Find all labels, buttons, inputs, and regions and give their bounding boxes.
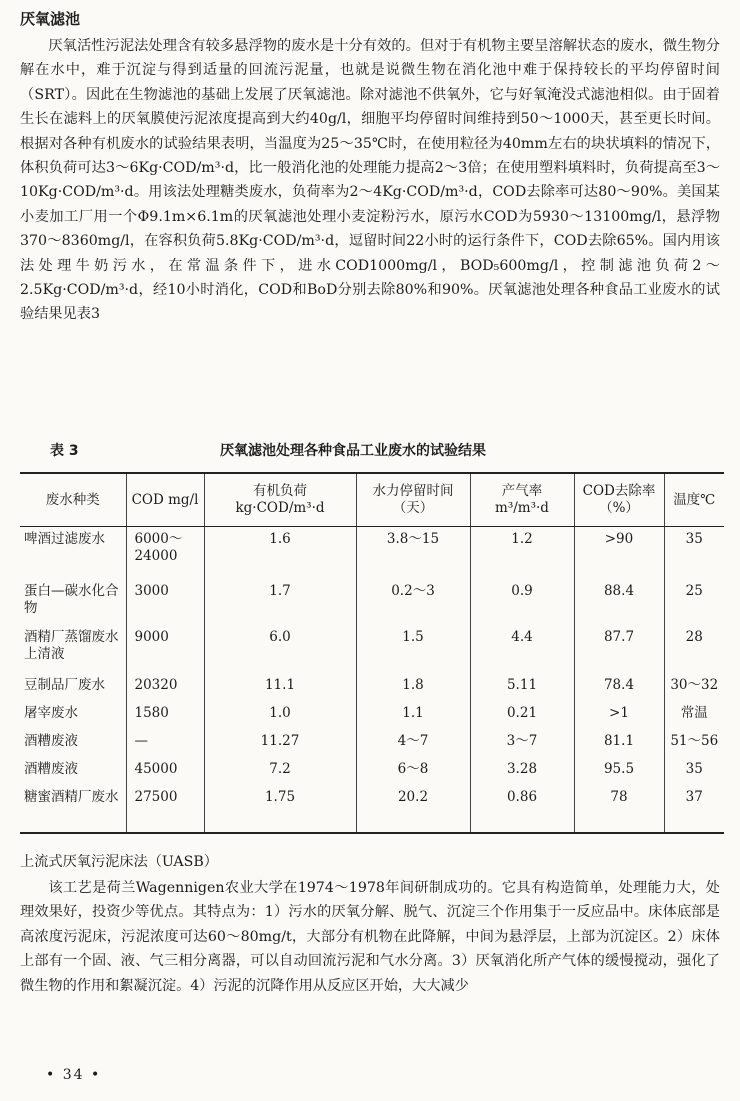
cell-temp: 51～56 <box>664 729 724 757</box>
section-paragraph-uasb: 该工艺是荷兰Wagennigen农业大学在1974～1978年间研制成功的。它具有构造简单，处理能力大，处理效果好，投资少等优点。其特点为：1）污水的厌氧分解、脱气、沉淀三个作用集于一反应品中。床体底部是高浓度污泥床，污泥浓度可达60～80mg/t，大部分有机物在此降解，中间为悬浮层，上部为沉淀区。2）床体上部有一个固、液、气三相分离器，可以自动回流污泥和气水分离。3）厌氧消化所产气体的缓慢搅动，强化了微生物的作用和絮凝沉淀。4）污泥的沉降作用从反应区开始，大大减少 <box>20 880 720 994</box>
header-temperature: 温度℃ <box>664 473 724 527</box>
cell-removal: >90 <box>574 527 664 579</box>
cell-cod: 20320 <box>126 673 204 701</box>
cell-removal: 78.4 <box>574 673 664 701</box>
cell-removal: 81.1 <box>574 729 664 757</box>
cell-removal: >1 <box>574 701 664 729</box>
section-heading-anaerobic-filter: 厌氧滤池 <box>20 10 81 28</box>
cell-cod: 6000～24000 <box>126 527 204 579</box>
cell-hrt: 20.2 <box>356 785 470 833</box>
table-row <box>20 757 724 785</box>
cell-gas: 0.86 <box>470 785 574 833</box>
cell-cod: 9000 <box>126 625 204 673</box>
cell-temp: 37 <box>664 785 724 833</box>
page-number: • 34 • <box>46 1067 102 1083</box>
table-row <box>20 673 724 701</box>
cell-temp: 35 <box>664 757 724 785</box>
cell-hrt: 1.8 <box>356 673 470 701</box>
cell-load: 11.1 <box>204 673 356 701</box>
table-number: 表 3 <box>50 443 79 459</box>
section-paragraph-anaerobic-filter: 厌氧活性污泥法处理含有较多悬浮物的废水是十分有效的。但对于有机物主要呈溶解状态的废水，微生物分解在水中，难于沉淀与得到适量的回流污泥量，也就是说微生物在消化池中难于保持较长的平均停留时间（SRT）。因此在生物滤池的基础上发展了厌氧滤池。除对滤池不供氧外，它与好氧淹没式滤池相似。由于固着生长在滤料上的厌氧膜使污泥浓度提高到大约40g/l，细胞平均停留时间维持到50～1000天，甚至更长时间。根据对各种有机废水的试验结果表明，当温度为25～35℃时，在使用粒径为40mm左右的块状填料的情况下，体积负荷可达3～6Kg·COD/m³·d，比一般消化池的处理能力提高2～3倍；在使用塑料填料时，负荷提高至3～10Kg·COD/m³·d。用该法处理糖类废水，负荷率为2～4Kg·COD/m³·d，COD去除率可达80～90%。美国某小麦加工厂用一个Φ9.1m×6.1m的厌氧滤池处理小麦淀粉污水，原污水COD为5930～13100mg/l，悬浮物370～8360mg/l，在容积负荷5.8Kg·COD/m³·d，逗留时间22小时的运行条件下，COD去除65%。国内用该法处理牛奶污水，在常温条件下，进水COD1000mg/l，BOD₅600mg/l，控制滤池负荷2～2.5Kg·COD/m³·d，经10小时消化，COD和BoD分别去除80%和90%。厌氧滤池处理各种食品工业废水的试验结果见表3 <box>20 38 720 323</box>
header-organic-load: 有机负荷 kg·COD/m³·d <box>204 473 356 527</box>
cell-type: 啤酒过滤废水 <box>24 531 105 547</box>
cell-cod: — <box>126 729 204 757</box>
header-cod: COD mg/l <box>126 473 204 527</box>
cell-type: 酒糟废液 <box>24 760 78 777</box>
table-row <box>20 625 724 673</box>
cell-hrt: 3.8～15 <box>356 527 470 579</box>
table-row <box>20 701 724 729</box>
cell-type: 屠宰废水 <box>24 704 78 721</box>
cell-removal: 88.4 <box>574 579 664 625</box>
header-cod-removal: COD去除率（%） <box>574 473 664 527</box>
cell-gas: 3.28 <box>470 757 574 785</box>
cell-load: 1.6 <box>204 527 356 579</box>
cell-gas: 1.2 <box>470 527 574 579</box>
table-row <box>20 579 724 625</box>
cell-hrt: 0.2～3 <box>356 579 470 625</box>
table-caption <box>20 440 720 462</box>
table-title: 厌氧滤池处理各种食品工业废水的试验结果 <box>220 443 486 459</box>
cell-load: 6.0 <box>204 625 356 673</box>
cell-type: 蛋白—碳水化合物 <box>24 582 119 616</box>
cell-hrt: 4～7 <box>356 729 470 757</box>
cell-hrt: 1.1 <box>356 701 470 729</box>
cell-cod: 27500 <box>126 785 204 833</box>
cell-gas: 0.9 <box>470 579 574 625</box>
cell-gas: 3～7 <box>470 729 574 757</box>
cell-load: 7.2 <box>204 757 356 785</box>
cell-temp: 25 <box>664 579 724 625</box>
cell-type: 豆制品厂废水 <box>24 676 105 693</box>
section-heading-uasb: 上流式厌氧污泥床法（UASB） <box>20 854 218 870</box>
table-row <box>20 729 724 757</box>
cell-removal: 87.7 <box>574 625 664 673</box>
cell-cod: 3000 <box>126 579 204 625</box>
cell-temp: 35 <box>664 527 724 579</box>
cell-type: 酒精厂蒸馏废水上清液 <box>24 628 119 662</box>
table-row <box>20 785 724 833</box>
cell-gas: 5.11 <box>470 673 574 701</box>
cell-load: 1.7 <box>204 579 356 625</box>
cell-load: 11.27 <box>204 729 356 757</box>
cell-type: 糖蜜酒精厂废水 <box>24 788 119 805</box>
cell-temp: 28 <box>664 625 724 673</box>
cell-load: 1.75 <box>204 785 356 833</box>
cell-type: 酒糟废液 <box>24 732 78 749</box>
header-wastewater-type: 废水种类 <box>20 473 126 527</box>
cell-temp: 30～32 <box>664 673 724 701</box>
table-header-row <box>20 473 724 527</box>
cell-removal: 78 <box>574 785 664 833</box>
cell-temp: 常温 <box>664 701 724 729</box>
cell-gas: 4.4 <box>470 625 574 673</box>
cell-removal: 95.5 <box>574 757 664 785</box>
cell-hrt: 6～8 <box>356 757 470 785</box>
results-table <box>20 472 724 834</box>
cell-hrt: 1.5 <box>356 625 470 673</box>
header-retention-time: 水力停留时间（天） <box>356 473 470 527</box>
table-row <box>20 527 724 579</box>
header-gas-yield: 产气率 m³/m³·d <box>470 473 574 527</box>
cell-cod: 45000 <box>126 757 204 785</box>
cell-load: 1.0 <box>204 701 356 729</box>
cell-gas: 0.21 <box>470 701 574 729</box>
cell-cod: 1580 <box>126 701 204 729</box>
